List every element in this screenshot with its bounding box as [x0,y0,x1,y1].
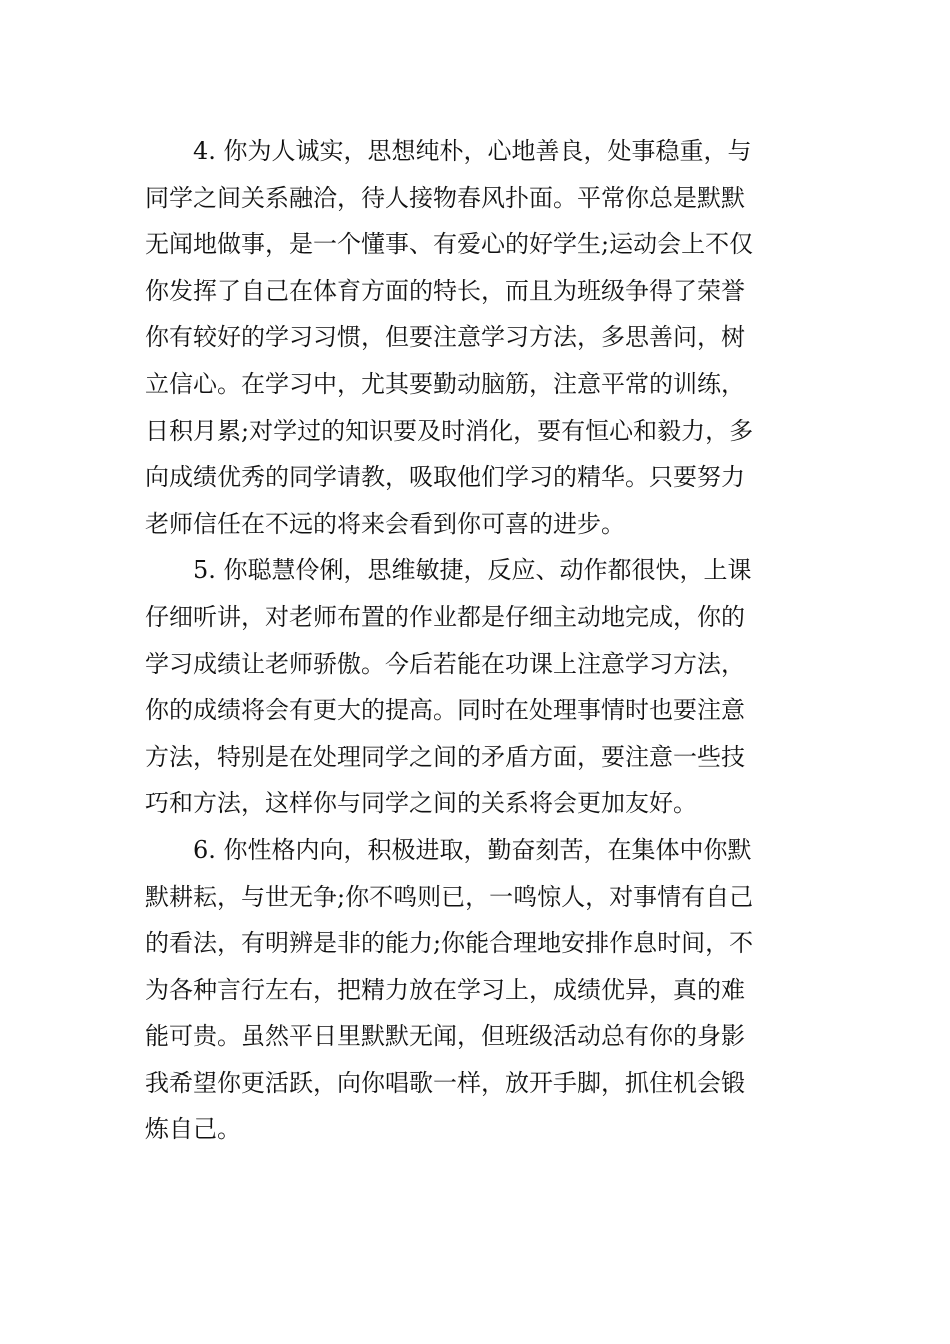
paragraph-6 [145,827,815,1153]
text-line: 5. 你聪慧伶俐，思维敏捷，反应、动作都很快，上课 [145,556,752,585]
text-line: 我希望你更活跃，向你唱歌一样，放开手脚，抓住机会锻 [145,1068,745,1097]
text-line: 为各种言行左右，把精力放在学习上，成绩优异，真的难 [145,975,745,1004]
document-body [145,128,815,1153]
text-line: 向成绩优秀的同学请教，吸取他们学习的精华。只要努力 [145,463,745,492]
text-line: 6. 你性格内向，积极进取，勤奋刻苦，在集体中你默 [145,835,752,864]
text-line: 巧和方法，这样你与同学之间的关系将会更加友好。 [145,789,697,818]
text-line: 你的成绩将会有更大的提高。同时在处理事情时也要注意 [145,696,745,725]
text-line: 老师信任在不远的将来会看到你可喜的进步。 [145,509,625,538]
text-line: 日积月累;对学过的知识要及时消化，要有恒心和毅力，多 [145,416,754,445]
text-line: 立信心。在学习中，尤其要勤动脑筋，注意平常的训练， [145,369,745,398]
text-line: 你发挥了自己在体育方面的特长，而且为班级争得了荣誉 [145,276,745,305]
text-line: 仔细听讲，对老师布置的作业都是仔细主动地完成，你的 [145,602,745,631]
text-line: 无闻地做事，是一个懂事、有爱心的好学生;运动会上不仅 [145,230,754,259]
text-line: 4. 你为人诚实，思想纯朴，心地善良，处事稳重，与 [145,137,752,165]
paragraph-4 [145,128,815,547]
text-line: 方法，特别是在处理同学之间的矛盾方面，要注意一些技 [145,742,745,771]
paragraph-5 [145,547,815,827]
text-line: 同学之间关系融洽，待人接物春风扑面。平常你总是默默 [145,183,745,212]
text-line: 你有较好的学习习惯，但要注意学习方法，多思善问，树 [145,323,745,352]
text-line: 学习成绩让老师骄傲。今后若能在功课上注意学习方法， [145,649,745,678]
text-line: 炼自己。 [145,1115,241,1144]
text-line: 默耕耘，与世无争;你不鸣则已，一鸣惊人，对事情有自己 [145,882,754,911]
text-line: 能可贵。虽然平日里默默无闻，但班级活动总有你的身影 [145,1022,745,1051]
text-line: 的看法，有明辨是非的能力;你能合理地安排作息时间，不 [145,929,754,958]
